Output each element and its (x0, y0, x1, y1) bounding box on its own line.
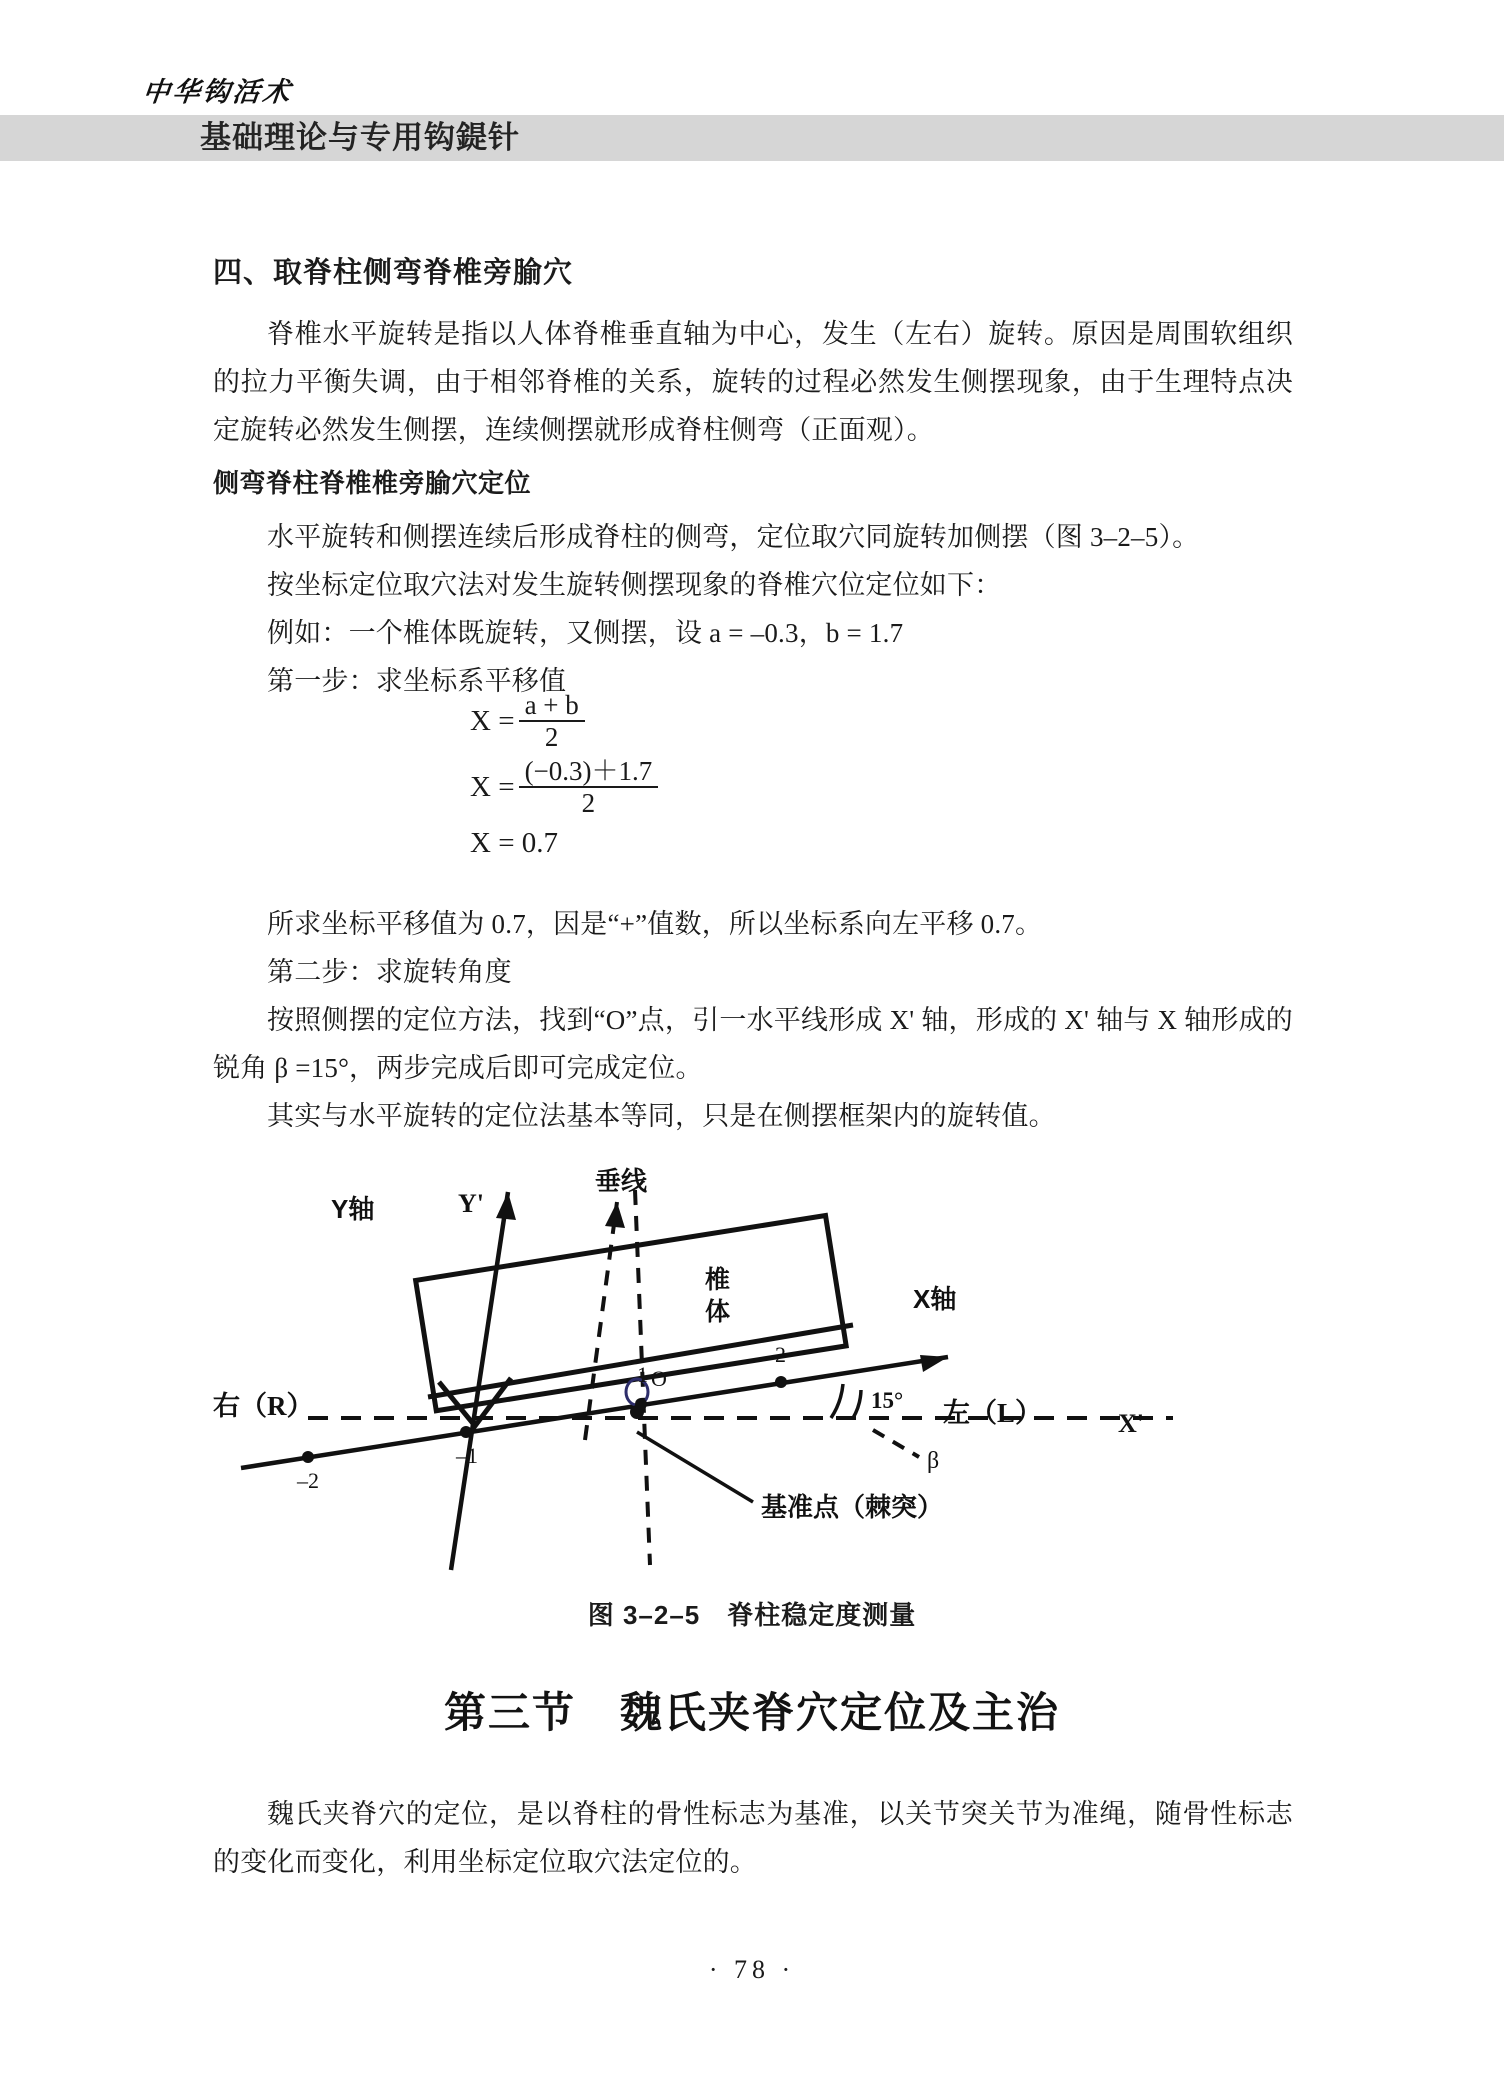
tick-label-pos2: 2 (775, 1342, 786, 1367)
formula-result: X = 0.7 (470, 826, 559, 859)
page-number: · 78 · (708, 1955, 796, 1984)
formula-1 (470, 688, 890, 754)
running-head-subtitle: 基础理论与专用钩鍉针 (200, 120, 520, 155)
chapter-heading: 第三节 魏氏夹脊穴定位及主治 (443, 1689, 1060, 1736)
y-prime-label: Y' (458, 1189, 484, 1218)
running-head (0, 70, 1504, 190)
chapter-paragraph-wrap (213, 1790, 1293, 1886)
chapter-paragraph: 魏氏夹脊穴的定位，是以脊柱的骨性标志为基准，以关节突关节为准绳，随骨性标志的变化而变化，利用坐标定位取穴法定位的。 (213, 1799, 1293, 1877)
tick-label-neg1: –1 (456, 1443, 478, 1468)
formula-1-lhs: X = (470, 704, 515, 737)
body-line-4: 第一步：求坐标系平移值 (267, 666, 567, 696)
formula-block (470, 688, 890, 866)
y-axis-label: Y轴 (331, 1194, 375, 1224)
line-6-wrap (213, 948, 1293, 996)
beta-label: β (927, 1448, 940, 1474)
formula-1-denominator: 2 (544, 721, 559, 752)
x-prime-label: X' (1118, 1409, 1144, 1438)
beta-leader (873, 1430, 919, 1457)
reference-point-label: 基准点（棘突） (761, 1492, 944, 1522)
left-side-label: 左（L） (943, 1398, 1043, 1428)
formula-2-denominator: 2 (581, 787, 596, 818)
body-line-6: 第二步：求旋转角度 (267, 957, 512, 987)
body-line-7: 按照侧摆的定位方法，找到“O”点，引一水平线形成 X' 轴，形成的 X' 轴与 X 轴形成的锐角 β =15°，两步完成后即可完成定位。 (213, 1005, 1293, 1083)
y-axis-line (451, 1192, 508, 1570)
tick-dot-neg1 (460, 1426, 472, 1438)
formula-2 (470, 754, 890, 820)
body-line-3: 例如：一个椎体既旋转，又侧摆，设 a = –0.3，b = 1.7 (267, 618, 904, 648)
angle-arc-inner (831, 1384, 843, 1418)
line-3-wrap (213, 609, 1293, 657)
reference-point-leader (637, 1432, 753, 1502)
body-line-5: 所求坐标平移值为 0.7，因是“+”值数，所以坐标系向左平移 0.7。 (267, 909, 1043, 939)
vertebral-body-label-char2: 体 (705, 1298, 731, 1326)
tick-dot-pos1 (635, 1398, 647, 1410)
formula-2-numerator: (−0.3)＋1.7 (524, 756, 653, 787)
subsection-heading: 侧弯脊柱脊椎椎旁腧穴定位 (213, 468, 532, 498)
formula-2-lhs: X = (470, 770, 515, 803)
formula-result-row (470, 820, 890, 866)
vertical-line-label: 垂线 (595, 1166, 648, 1196)
formula-1-fraction (519, 691, 585, 751)
figure-spinal-stability-diagram (213, 1150, 1293, 1580)
angle-arc-outer (853, 1390, 861, 1418)
x-axis-line (241, 1357, 948, 1468)
origin-label: O (651, 1366, 667, 1391)
section-heading: 四、取脊柱侧弯脊椎旁腧穴 (213, 257, 574, 289)
angle-label: 15° (871, 1388, 904, 1413)
tick-label-pos1: 1 (637, 1362, 648, 1387)
tick-label-neg2: –2 (297, 1468, 319, 1493)
y-prime-axis-line (585, 1202, 617, 1440)
tick-dot-neg2 (302, 1451, 314, 1463)
body-line-1: 水平旋转和侧摆连续后形成脊柱的侧弯，定位取穴同旋转加侧摆（图 3–2–5）。 (267, 522, 1200, 552)
section-heading-wrap (213, 250, 1293, 291)
subheading-wrap (213, 463, 1293, 500)
x-axis-label: X轴 (913, 1284, 957, 1314)
paragraph-block-1 (213, 310, 1293, 454)
figure-caption: 图 3–2–5 脊柱稳定度测量 (587, 1600, 917, 1630)
body-line-8: 其实与水平旋转的定位法基本等同，只是在侧摆框架内的旋转值。 (267, 1101, 1056, 1131)
formula-2-fraction (519, 757, 659, 817)
line-2-wrap (213, 561, 1293, 609)
body-line-2: 按坐标定位取穴法对发生旋转侧摆现象的脊椎穴位定位如下： (267, 570, 1002, 600)
diagram-svg (213, 1150, 1293, 1580)
book-title: 中华钩活术 (141, 77, 295, 107)
x-axis-arrowhead (920, 1355, 948, 1372)
body-paragraph: 脊椎水平旋转是指以人体脊椎垂直轴为中心，发生（左右）旋转。原因是周围软组织的拉力平衡失调，由于相邻脊椎的关系，旋转的过程必然发生侧摆现象，由于生理特点决定旋转必然发生侧摆，连续侧摆就形成脊柱侧弯（正面观）。 (213, 319, 1293, 445)
line-5-wrap (213, 900, 1293, 948)
line-1-wrap (213, 513, 1293, 561)
tick-dot-pos2 (775, 1376, 787, 1388)
formula-1-numerator: a + b (524, 690, 579, 721)
vertebral-body-label-char1: 椎 (705, 1266, 731, 1294)
line-8-wrap (213, 1092, 1293, 1140)
right-side-label: 右（R） (213, 1391, 314, 1421)
line-7-wrap (213, 996, 1293, 1092)
